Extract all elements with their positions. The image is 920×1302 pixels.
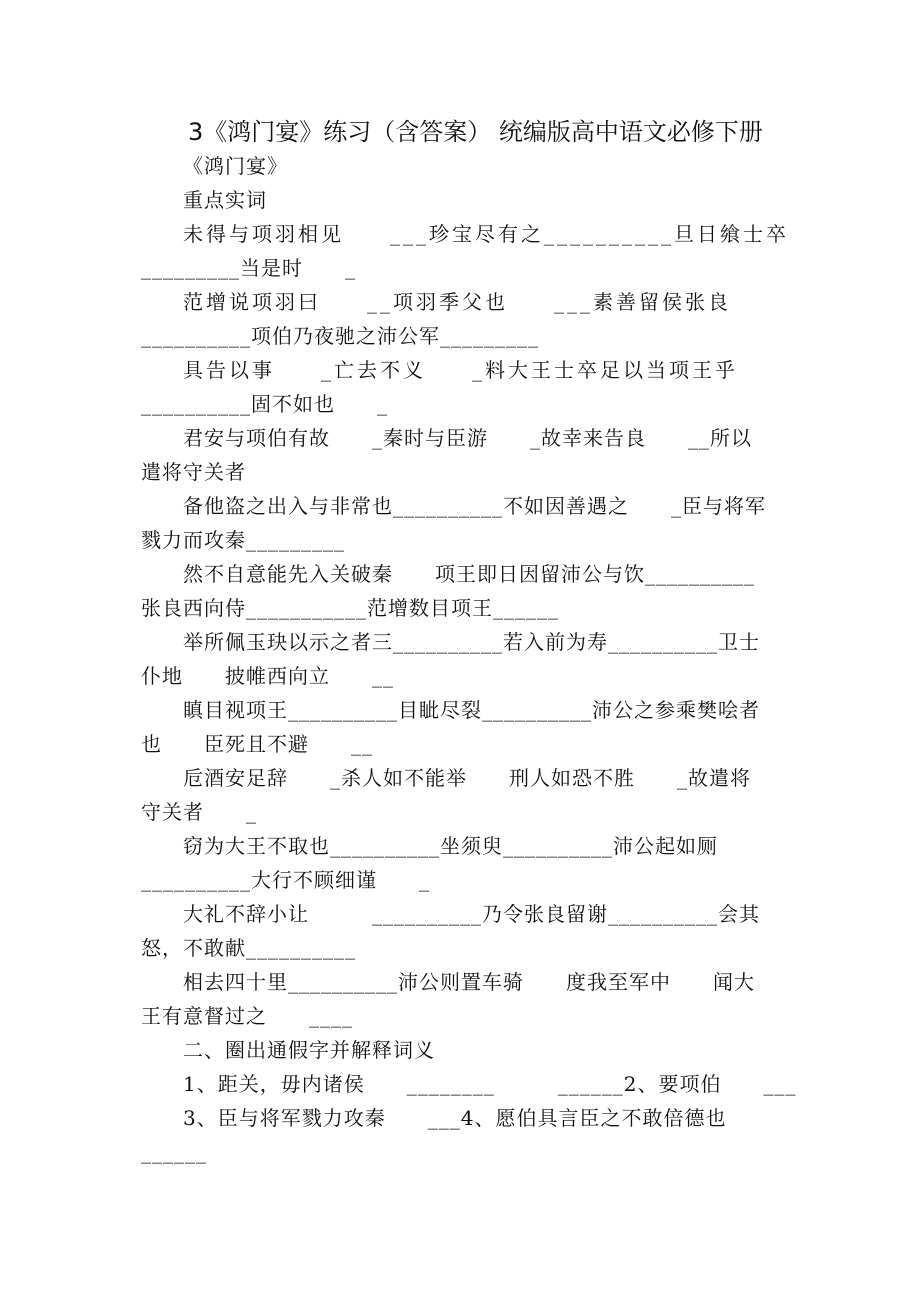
text-line: __________固不如也 _ (141, 392, 388, 416)
text-line: 重点实词 (183, 188, 267, 212)
text-line: 戮力而攻秦_________ (141, 528, 345, 552)
text-line: 备他盗之出入与非常也__________不如因善遇之 _臣与将军 (183, 494, 766, 518)
text-line: 张良西向侍___________范增数目项王______ (141, 596, 559, 620)
document-body (141, 149, 797, 1169)
text-line: 瞋目视项王__________目眦尽裂__________沛公之参乘樊哙者 (183, 698, 760, 722)
text-line: 君安与项伯有故 _秦时与臣游 _故幸来告良 __所以 (183, 426, 752, 450)
text-line: 也 臣死且不避 __ (141, 732, 373, 756)
text-line: 未得与项羽相见 ___珍宝尽有之__________旦日飨士卒 (183, 222, 789, 246)
text-line: __________大行不顾细谨 _ (141, 868, 430, 892)
text-line: 窃为大王不取也__________坐须臾__________沛公起如厕 (183, 834, 718, 858)
text-line: 范增说项羽曰 __项羽季父也 ___素善留侯张良 (183, 290, 731, 314)
text-line: 大礼不辞小让 __________乃令张良留谢__________会其 (183, 902, 760, 926)
page-title: 3《鸿门宴》练习（含答案） 统编版高中语文必修下册 (188, 118, 763, 146)
text-line: 举所佩玉玦以示之者三__________若入前为寿__________卫士 (183, 630, 760, 654)
text-line: 仆地 披帷西向立 __ (141, 664, 394, 688)
text-line: 怒，不敢献__________ (141, 936, 356, 960)
text-line: 卮酒安足辞 _杀人如不能举 刑人如恐不胜 _故遣将 (183, 766, 751, 790)
section-heading: 二、圈出通假字并解释词义 (183, 1038, 435, 1062)
text-line: 相去四十里__________沛公则置车骑 度我至军中 闻大 (183, 970, 755, 994)
text-line: 遣将守关者 (141, 460, 246, 484)
text-line: __________项伯乃夜驰之沛公军_________ (141, 324, 539, 348)
text-line: 具告以事 _亡去不义 _料大王士卒足以当项王乎 (183, 358, 738, 382)
text-line: 1、距关，毋内诸侯 ________ ______2、要项伯 ___ (183, 1072, 797, 1096)
text-line: 《鸿门宴》 (183, 154, 288, 178)
text-line: 然不自意能先入关破秦 项王即日因留沛公与饮__________ (183, 562, 755, 586)
text-line: 王有意督过之 ____ (141, 1004, 353, 1028)
text-line: 守关者 _ (141, 800, 257, 824)
text-line: _________当是时 _ (141, 256, 356, 280)
text-line: 3、臣与将军戮力攻秦 ___4、愿伯具言臣之不敢倍德也 (183, 1106, 727, 1130)
text-line: ______ (141, 1140, 207, 1164)
